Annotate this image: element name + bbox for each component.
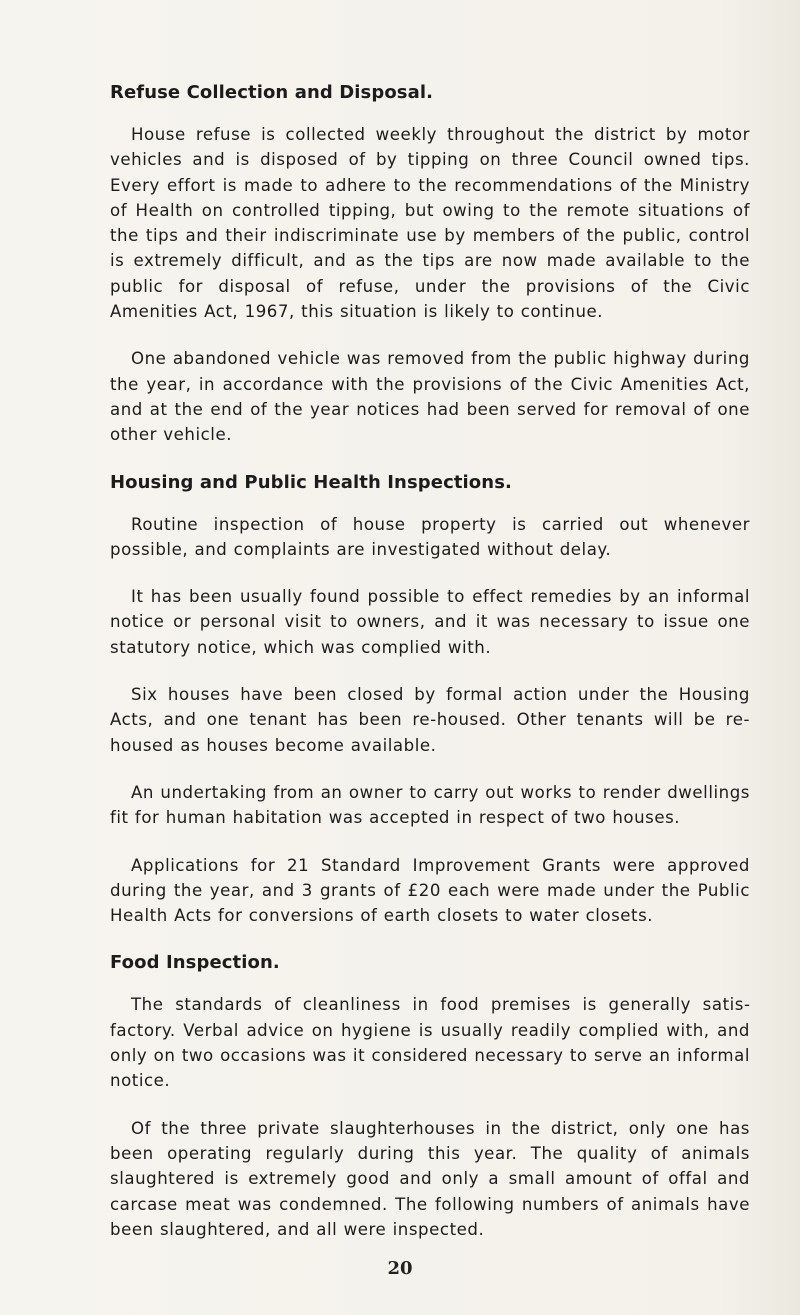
- paragraph: The standards of cleanliness in food premises is generally satisfactory. Verbal advice on hygiene is usually readily complied with, and only on two occasions was it considered necessary to serve an informal notice.: [110, 995, 750, 1091]
- document-body: [110, 80, 750, 1264]
- section-heading: Refuse Collection and Disposal.: [110, 82, 434, 103]
- page-number: 20: [387, 1258, 413, 1279]
- paragraph: One abandoned vehicle was removed from the public highway during the year, in accordance with the provisions of the Civic Amenities Act, and at the end of the year notices had been served for removal of one other vehicle.: [110, 349, 750, 445]
- section-heading: Housing and Public Health Inspections.: [110, 471, 512, 493]
- paragraph: An undertaking from an owner to carry out works to render dwellings fit for human habitation was accepted in respect of two houses.: [110, 782, 750, 828]
- section-refuse-collection: [110, 80, 750, 448]
- paragraph: It has been usually found possible to effect remedies by an informal notice or personal visit to owners, and it was necessary to issue one statutory notice, which was complied with.: [110, 587, 750, 657]
- section-heading: Food Inspection.: [110, 952, 280, 974]
- section-food-inspection: [110, 950, 750, 1242]
- paragraph: Routine inspection of house property is carried out whenever possible, and complaints are investigated without delay.: [110, 514, 750, 559]
- section-housing-inspections: [110, 470, 750, 929]
- paragraph: Applications for 21 Standard Improvement Grants were approved during the year, and 3 grants of £20 each were made under the Public Health Acts for conversions of earth closets to water closets.: [110, 855, 750, 926]
- paragraph: Of the three private slaughterhouses in the district, only one has been operating regularly during this year. The quality of animals slaughtered is extremely good and only a small amount of offal and carcase meat was condemned. The following numbers of animals have been slaughtered, and all were inspected.: [110, 1118, 750, 1239]
- paragraph: House refuse is collected weekly throughout the district by motor vehicles and is disposed of by tipping on three Council owned tips. Every effort is made to adhere to the recommendations of the Ministry of Health on controlled tipping, but owing to the remote situations of the tips and their indiscriminate use by members of the public, control is extremely difficult, and as the tips are now made available to the public for disposal of refuse, under the provisions of the Civic Amenities Act, 1967, this situation is likely to continue.: [110, 125, 750, 322]
- paragraph: Six houses have been closed by formal action under the Housing Acts, and one tenant has been re-housed. Other tenants will be re-housed as houses become available.: [110, 685, 750, 755]
